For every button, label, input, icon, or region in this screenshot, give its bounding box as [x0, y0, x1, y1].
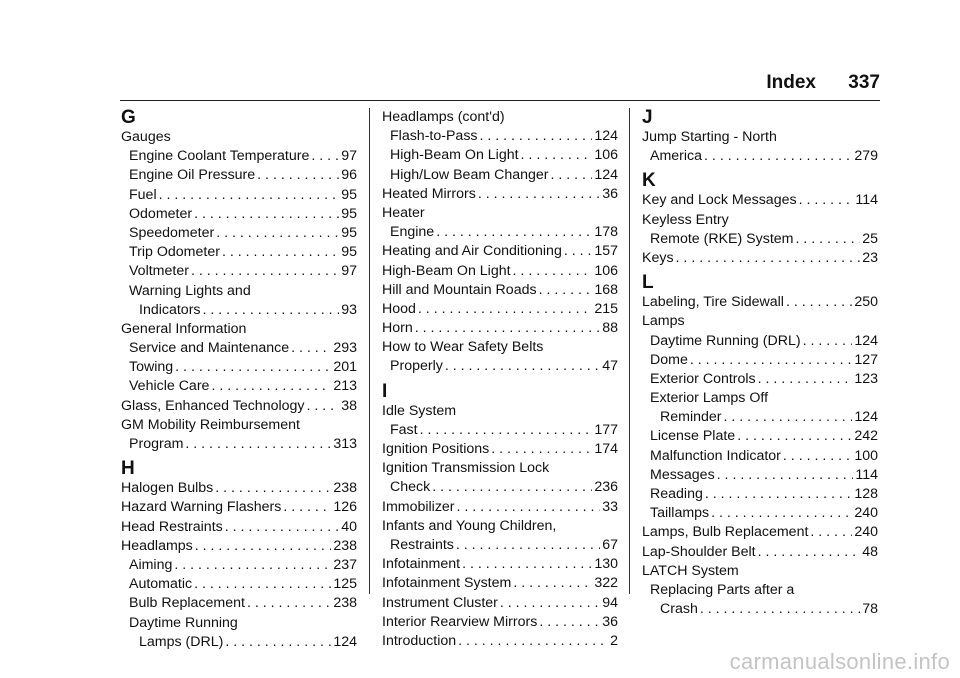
dot-leader — [436, 223, 592, 242]
entry-page-number[interactable]: 124 — [854, 332, 878, 349]
index-entry[interactable] — [382, 300, 618, 319]
index-subentry[interactable] — [382, 421, 618, 440]
entry-page-number[interactable]: 128 — [854, 486, 878, 502]
entry-page-number[interactable]: 2 — [610, 632, 618, 649]
index-entry — [642, 128, 878, 147]
entry-page-number[interactable]: 322 — [594, 575, 618, 592]
entry-label: Instrument Cluster — [382, 594, 498, 611]
dot-leader — [462, 555, 592, 574]
entry-page-number[interactable]: 123 — [854, 370, 878, 387]
entry-label: License Plate — [650, 428, 736, 445]
index-subentry[interactable] — [382, 478, 618, 497]
entry-page-number[interactable]: 238 — [333, 537, 357, 554]
index-subentry[interactable] — [121, 301, 357, 320]
index-entry — [642, 312, 878, 331]
entry-page-number[interactable]: 236 — [594, 479, 618, 496]
entry-page-number[interactable]: 313 — [333, 436, 357, 452]
index-entry[interactable] — [642, 293, 878, 312]
section-letter: I — [382, 380, 388, 402]
index-entry[interactable] — [382, 574, 618, 593]
index-subentry[interactable] — [382, 127, 618, 146]
dot-leader — [803, 332, 853, 351]
entry-label: Gauges — [121, 129, 171, 145]
entry-page-number[interactable]: 93 — [341, 301, 357, 318]
dot-leader — [539, 281, 593, 300]
entry-page-number[interactable]: 250 — [854, 294, 878, 311]
entry-page-number[interactable]: 36 — [602, 185, 618, 202]
dot-leader — [225, 633, 331, 652]
index-subentry[interactable] — [121, 556, 357, 575]
entry-label: Lamps — [642, 313, 685, 330]
entry-label: GM Mobility Reimbursement — [121, 416, 300, 433]
entry-label: Properly — [390, 358, 443, 375]
entry-page-number[interactable]: 201 — [333, 359, 357, 376]
entry-label: America — [650, 148, 703, 165]
entry-label: Interior Rearview Mirrors — [382, 613, 538, 630]
entry-page-number[interactable]: 94 — [602, 594, 618, 611]
index-subentry[interactable] — [121, 435, 357, 454]
entry-page-number[interactable]: 114 — [855, 466, 878, 483]
dot-leader — [564, 242, 592, 261]
index-subentry[interactable] — [642, 351, 878, 370]
index-subentry[interactable] — [642, 466, 878, 485]
index-entry[interactable] — [382, 632, 618, 651]
watermark: carmanualsonline.info — [729, 649, 950, 674]
dot-leader — [513, 574, 592, 593]
dot-leader — [194, 205, 339, 224]
index-entry[interactable] — [382, 613, 618, 632]
entry-label: Key and Lock Messages — [642, 192, 797, 209]
entry-label: General Information — [121, 320, 247, 337]
entry-label: Exterior Lamps Off — [650, 390, 769, 407]
index-entry[interactable] — [382, 555, 618, 574]
page-title: Index — [766, 72, 816, 93]
dot-leader — [307, 397, 340, 416]
entry-label: How to Wear Safety Belts — [382, 339, 544, 356]
entry-label: Indicators — [139, 301, 201, 318]
dot-leader — [415, 319, 600, 338]
dot-leader — [247, 594, 331, 613]
index-entry — [642, 562, 878, 581]
entry-label: Vehicle Care — [129, 378, 210, 395]
entry-label: Lap-Shoulder Belt — [642, 543, 756, 560]
entry-label: Daytime Running — [129, 614, 238, 631]
dot-leader — [216, 224, 339, 243]
section-letter: H — [121, 458, 135, 480]
dot-leader — [194, 575, 331, 594]
entry-label: Labeling, Tire Sidewall — [642, 294, 784, 311]
index-subentry[interactable] — [121, 166, 357, 185]
entry-label: Heated Mirrors — [382, 185, 476, 202]
index-column-1 — [121, 108, 357, 652]
entry-page-number[interactable]: 215 — [594, 300, 618, 317]
dot-leader — [539, 613, 600, 632]
index-subentry[interactable] — [642, 485, 878, 504]
entry-page-number[interactable]: 168 — [594, 281, 618, 298]
index-subentry[interactable] — [642, 147, 878, 166]
entry-page-number[interactable]: 96 — [341, 167, 357, 184]
index-subentry[interactable] — [642, 370, 878, 389]
entry-page-number[interactable]: 237 — [333, 556, 357, 573]
entry-label: Dome — [650, 351, 688, 368]
dot-leader — [291, 339, 331, 358]
entry-label: Automatic — [129, 576, 193, 593]
dot-leader — [795, 230, 860, 249]
index-subentry[interactable] — [642, 504, 878, 523]
entry-page-number[interactable]: 178 — [594, 224, 618, 241]
entry-label: High/Low Beam Changer — [390, 166, 549, 183]
index-entry[interactable] — [121, 397, 357, 416]
dot-leader — [500, 594, 600, 613]
entry-page-number[interactable]: 174 — [594, 441, 618, 457]
entry-label: Halogen Bulbs — [121, 480, 214, 497]
entry-page-number[interactable]: 130 — [594, 556, 618, 573]
index-subentry[interactable] — [121, 147, 357, 166]
entry-label: Remote (RKE) System — [650, 230, 794, 247]
entry-page-number[interactable]: 177 — [594, 421, 618, 438]
entry-label: Hazard Warning Flashers — [121, 499, 282, 516]
index-subentry[interactable] — [121, 205, 357, 224]
dot-leader — [758, 543, 861, 562]
index-subentry[interactable] — [642, 230, 878, 249]
entry-label: Heater — [382, 204, 425, 221]
dot-leader — [711, 504, 852, 523]
index-subentry[interactable] — [121, 594, 357, 613]
entry-label: High-Beam On Light — [382, 262, 511, 279]
column-divider-2 — [629, 108, 630, 594]
entry-page-number[interactable]: 106 — [594, 147, 618, 164]
dot-leader — [203, 301, 340, 320]
entry-label: Jump Starting - North — [642, 129, 777, 145]
index-subentry[interactable] — [121, 186, 357, 205]
entry-label: Horn — [382, 320, 413, 337]
entry-label: Lamps (DRL) — [139, 633, 224, 650]
entry-label: Lamps, Bulb Replacement — [642, 524, 809, 541]
index-entry — [121, 416, 357, 435]
index-subentry — [121, 614, 357, 633]
dot-leader — [257, 166, 339, 185]
dot-leader — [799, 191, 854, 210]
index-subentry — [642, 389, 878, 408]
dot-leader — [283, 498, 331, 517]
entry-label: Headlamps (cont'd) — [382, 109, 505, 125]
dot-leader — [191, 262, 339, 281]
index-entry[interactable] — [121, 498, 357, 517]
entry-page-number[interactable]: 238 — [333, 595, 357, 612]
dot-leader — [456, 536, 600, 555]
entry-label: Keys — [642, 249, 674, 266]
entry-label: Hill and Mountain Roads — [382, 281, 537, 298]
entry-page-number[interactable]: 114 — [855, 192, 878, 209]
index-entry — [382, 517, 618, 536]
entry-label: Ignition Positions — [382, 441, 490, 457]
entry-label: Immobilizer — [382, 498, 455, 515]
entry-page-number[interactable]: 127 — [854, 351, 878, 368]
dot-leader — [211, 377, 331, 396]
entry-label: Service and Maintenance — [129, 340, 290, 357]
index-entry — [642, 211, 878, 230]
entry-label: Headlamps — [121, 537, 193, 554]
entry-page-number[interactable]: 126 — [333, 499, 357, 516]
index-column-3 — [642, 108, 878, 619]
dot-leader — [521, 146, 593, 165]
index-subentry[interactable] — [642, 447, 878, 466]
dot-leader — [432, 478, 592, 497]
index-entry[interactable] — [642, 191, 878, 210]
entry-label: Towing — [129, 359, 174, 376]
index-entry[interactable] — [382, 281, 618, 300]
dot-leader — [418, 300, 592, 319]
dot-leader — [705, 485, 852, 504]
index-entry[interactable] — [382, 440, 618, 459]
index-entry[interactable] — [382, 319, 618, 338]
entry-label: Trip Odometer — [129, 244, 220, 261]
entry-label: Restraints — [390, 536, 454, 553]
entry-page-number[interactable]: 124 — [854, 409, 878, 426]
entry-page-number[interactable]: 157 — [594, 243, 618, 260]
entry-label: Head Restraints — [121, 518, 223, 535]
entry-page-number[interactable]: 95 — [341, 186, 357, 203]
index-entry — [121, 320, 357, 339]
entry-label: Infotainment System — [382, 575, 512, 592]
entry-label: Idle System — [382, 402, 457, 419]
dot-leader — [551, 166, 593, 185]
entry-page-number[interactable]: 88 — [602, 320, 618, 337]
index-subentry[interactable] — [121, 262, 357, 281]
entry-label: Hood — [382, 300, 416, 317]
entry-page-number[interactable]: 240 — [854, 505, 878, 522]
index-subentry[interactable] — [642, 408, 878, 427]
entry-label: Check — [390, 479, 431, 496]
entry-page-number[interactable]: 238 — [333, 480, 357, 497]
entry-label: Introduction — [382, 632, 457, 649]
index-entry — [382, 338, 618, 357]
index-subentry[interactable] — [642, 427, 878, 446]
dot-leader — [737, 427, 852, 446]
index-entry — [382, 459, 618, 478]
index-subentry[interactable] — [382, 166, 618, 185]
index-entry[interactable] — [642, 523, 878, 542]
entry-label: Fast — [390, 421, 418, 438]
entry-label: Warning Lights and — [129, 282, 251, 299]
dot-leader — [311, 147, 339, 166]
dot-leader — [704, 147, 852, 166]
dot-leader — [783, 447, 852, 466]
entry-label: Ignition Transmission Lock — [382, 460, 550, 477]
entry-label: Flash-to-Pass — [390, 128, 478, 145]
entry-page-number[interactable]: 47 — [602, 358, 618, 375]
dot-leader — [174, 556, 331, 575]
dot-leader — [458, 632, 608, 651]
entry-page-number[interactable]: 78 — [862, 601, 878, 618]
section-letter: G — [121, 107, 136, 128]
index-entry[interactable] — [382, 498, 618, 517]
index-entry[interactable] — [382, 185, 618, 204]
index-entry[interactable] — [121, 537, 357, 556]
dot-leader — [724, 408, 853, 427]
entry-label: Infants and Young Children, — [382, 517, 557, 534]
entry-label: Fuel — [129, 186, 157, 203]
dot-leader — [185, 435, 331, 454]
index-entry — [382, 402, 618, 421]
entry-page-number[interactable]: 242 — [854, 428, 878, 445]
entry-label: Glass, Enhanced Technology — [121, 397, 305, 414]
dot-leader — [478, 185, 600, 204]
entry-label: Exterior Controls — [650, 370, 756, 387]
entry-page-number[interactable]: 40 — [341, 518, 357, 535]
dot-leader — [513, 262, 593, 281]
index-entry[interactable] — [382, 262, 618, 281]
entry-page-number[interactable]: 25 — [862, 230, 878, 247]
dot-leader — [225, 518, 339, 537]
entry-label: Odometer — [129, 205, 193, 222]
entry-page-number[interactable]: 124 — [594, 128, 618, 145]
entry-page-number[interactable]: 124 — [594, 166, 618, 183]
dot-leader — [215, 479, 331, 498]
section-letter: L — [642, 272, 654, 294]
index-subentry — [642, 581, 878, 600]
dot-leader — [175, 358, 331, 377]
entry-page-number[interactable]: 36 — [602, 613, 618, 630]
entry-label: Replacing Parts after a — [650, 581, 795, 598]
index-subentry[interactable] — [121, 358, 357, 377]
entry-label: Reminder — [660, 409, 722, 426]
index-entry — [382, 108, 618, 127]
entry-label: Speedometer — [129, 224, 215, 241]
index-subentry[interactable] — [642, 332, 878, 351]
index-entry — [121, 128, 357, 147]
entry-page-number[interactable]: 33 — [602, 498, 618, 515]
entry-label: Daytime Running (DRL) — [650, 332, 801, 349]
entry-label: Program — [129, 436, 184, 452]
entry-page-number[interactable]: 213 — [333, 378, 357, 395]
entry-page-number[interactable]: 106 — [594, 262, 618, 279]
dot-leader — [222, 243, 339, 262]
entry-page-number[interactable]: 67 — [602, 536, 618, 553]
index-entry[interactable] — [121, 518, 357, 537]
entry-page-number[interactable]: 97 — [341, 148, 357, 165]
entry-page-number[interactable]: 95 — [341, 244, 357, 261]
entry-label: Infotainment — [382, 556, 461, 573]
entry-label: Malfunction Indicator — [650, 447, 781, 464]
index-entry[interactable] — [382, 242, 618, 261]
index-entry — [382, 204, 618, 223]
dot-leader — [690, 351, 852, 370]
section-letter: K — [642, 170, 656, 192]
entry-label: LATCH System — [642, 562, 739, 579]
entry-label: High-Beam On Light — [390, 147, 519, 164]
index-subentry[interactable] — [121, 575, 357, 594]
entry-label: Bulb Replacement — [129, 595, 245, 612]
index-subentry[interactable] — [121, 377, 357, 396]
entry-label: Crash — [660, 601, 698, 618]
dot-leader — [195, 537, 332, 556]
index-subentry[interactable] — [121, 224, 357, 243]
entry-label: Voltmeter — [129, 263, 189, 280]
dot-leader — [786, 293, 852, 312]
index-subentry[interactable] — [642, 600, 878, 619]
dot-leader — [491, 440, 592, 459]
dot-leader — [717, 466, 854, 485]
entry-label: Aiming — [129, 556, 173, 573]
index-entry[interactable] — [121, 479, 357, 498]
index-entry[interactable] — [382, 594, 618, 613]
dot-leader — [420, 421, 593, 440]
entry-page-number[interactable]: 95 — [341, 205, 357, 222]
index-subentry[interactable] — [382, 357, 618, 376]
index-subentry[interactable] — [121, 633, 357, 652]
entry-label: Engine — [390, 224, 435, 241]
entry-label: Taillamps — [650, 505, 710, 522]
section-letter: J — [642, 107, 653, 128]
index-subentry[interactable] — [382, 146, 618, 165]
index-subentry — [121, 282, 357, 301]
index-entry[interactable] — [642, 543, 878, 562]
entry-label: Keyless Entry — [642, 211, 729, 228]
entry-page-number[interactable]: 95 — [341, 224, 357, 241]
index-subentry[interactable] — [121, 339, 357, 358]
entry-page-number[interactable]: 279 — [854, 148, 878, 165]
entry-label: Engine Coolant Temperature — [129, 148, 310, 165]
dot-leader — [676, 249, 861, 268]
dot-leader — [758, 370, 853, 389]
index-subentry[interactable] — [382, 223, 618, 242]
entry-page-number[interactable]: 23 — [862, 249, 878, 266]
entry-label: Heating and Air Conditioning — [382, 243, 562, 260]
dot-leader — [480, 127, 593, 146]
dot-leader — [159, 186, 340, 205]
index-entry[interactable] — [642, 249, 878, 268]
index-column-2 — [382, 108, 618, 651]
entry-page-number[interactable]: 38 — [341, 397, 357, 414]
entry-page-number[interactable]: 293 — [333, 340, 357, 357]
column-divider-1 — [369, 108, 370, 594]
header-rule — [120, 100, 880, 101]
index-subentry[interactable] — [121, 243, 357, 262]
entry-label: Engine Oil Pressure — [129, 167, 256, 184]
page-number: 337 — [848, 72, 880, 93]
dot-leader — [445, 357, 600, 376]
dot-leader — [700, 600, 860, 619]
entry-page-number[interactable]: 100 — [854, 447, 878, 464]
entry-page-number[interactable]: 124 — [333, 633, 357, 650]
entry-page-number[interactable]: 240 — [854, 524, 878, 541]
entry-page-number[interactable]: 48 — [862, 543, 878, 560]
entry-label: Reading — [650, 486, 703, 502]
dot-leader — [810, 523, 852, 542]
page-header — [0, 72, 880, 96]
entry-page-number[interactable]: 97 — [341, 263, 357, 280]
index-subentry[interactable] — [382, 536, 618, 555]
entry-label: Messages — [650, 466, 715, 483]
entry-page-number[interactable]: 125 — [333, 576, 357, 593]
dot-leader — [457, 498, 601, 517]
